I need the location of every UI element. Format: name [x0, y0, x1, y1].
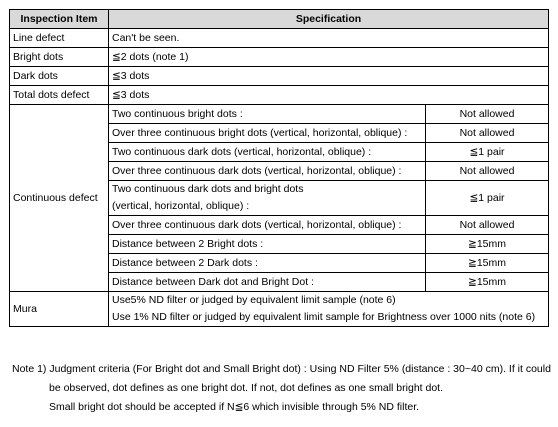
row-spec: Can't be seen.: [109, 29, 549, 48]
continuous-value: Not allowed: [426, 216, 549, 235]
continuous-desc: Distance between 2 Bright dots :: [109, 235, 426, 254]
footnote-line: Small bright dot should be accepted if N≦6 which invisible through 5% ND filter.: [49, 401, 420, 413]
footnote-line: Note 1) Judgment criteria (For Bright dot and Small Bright dot) : Using ND Filter 5% (distance : 30~40 cm). If it could: [12, 363, 551, 375]
inspection-spec-table: [9, 9, 549, 327]
row-item: Bright dots: [10, 48, 109, 67]
continuous-desc: Distance between Dark dot and Bright Dot :: [109, 273, 426, 292]
table-header-row: [10, 10, 549, 29]
table-row: [10, 292, 549, 327]
continuous-value: Not allowed: [426, 105, 549, 124]
footnote-line: be observed, dot defines as one bright dot. If not, dot defines as one small bright dot.: [49, 382, 444, 394]
continuous-value: ≦1 pair: [426, 181, 549, 216]
continuous-desc: Over three continuous bright dots (vertical, horizontal, oblique) :: [109, 124, 426, 143]
continuous-desc: Distance between 2 Dark dots :: [109, 254, 426, 273]
table-row: [10, 48, 549, 67]
mura-line: Use 1% ND filter or judged by equivalent limit sample for Brightness over 1000 nits (note 6): [112, 311, 536, 323]
continuous-desc: Two continuous dark dots (vertical, horizontal, oblique) :: [109, 143, 426, 162]
continuous-defect-label: Continuous defect: [10, 105, 109, 292]
table-row: [10, 29, 549, 48]
continuous-desc: Over three continuous dark dots (vertical, horizontal, oblique) :: [109, 162, 426, 181]
continuous-value: ≧15mm: [426, 254, 549, 273]
continuous-desc-multiline: [109, 181, 426, 216]
header-specification: Specification: [109, 10, 549, 29]
header-inspection-item: Inspection Item: [10, 10, 109, 29]
continuous-value: Not allowed: [426, 124, 549, 143]
row-spec: ≦2 dots (note 1): [109, 48, 549, 67]
continuous-value: ≧15mm: [426, 235, 549, 254]
table-row: [10, 86, 549, 105]
continuous-value: ≧15mm: [426, 273, 549, 292]
continuous-desc: Over three continuous dark dots (vertical, horizontal, oblique) :: [109, 216, 426, 235]
mura-spec: [109, 292, 549, 327]
footnote: [12, 360, 552, 417]
continuous-desc-line: (vertical, horizontal, oblique) :: [112, 200, 250, 212]
row-spec: ≦3 dots: [109, 67, 549, 86]
row-spec: ≦3 dots: [109, 86, 549, 105]
row-item: Line defect: [10, 29, 109, 48]
continuous-value: Not allowed: [426, 162, 549, 181]
row-item: Dark dots: [10, 67, 109, 86]
mura-line: Use5% ND filter or judged by equivalent limit sample (note 6): [112, 294, 396, 306]
continuous-desc: Two continuous bright dots :: [109, 105, 426, 124]
row-item: Total dots defect: [10, 86, 109, 105]
table-row: [10, 67, 549, 86]
continuous-value: ≦1 pair: [426, 143, 549, 162]
table-row: [10, 105, 549, 124]
continuous-desc-line: Two continuous dark dots and bright dots: [112, 183, 304, 195]
mura-label: Mura: [10, 292, 109, 327]
